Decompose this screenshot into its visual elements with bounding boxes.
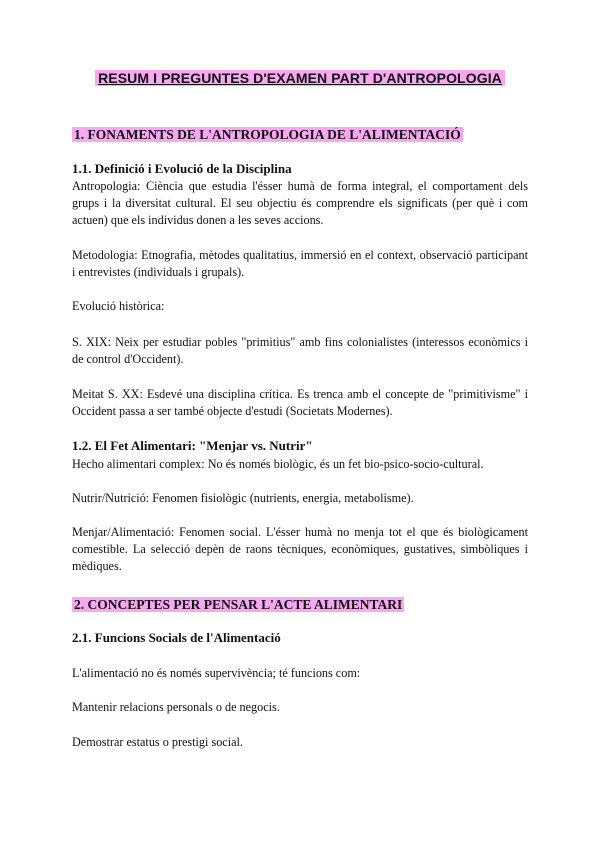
section-1-heading xyxy=(72,126,528,144)
paragraph-nutricio: Nutrir/Nutrició: Fenomen fisiològic (nutrients, energia, metabolisme). xyxy=(72,491,414,505)
paragraph-metodologia: Metodologia: Etnografia, mètodes qualitatius, immersió en el context, observació participant i entrevistes (individuals i grupals). xyxy=(72,248,528,279)
paragraph-meitat-s-xx: Meitat S. XX: Esdevé una disciplina crítica. Es trenca amb el concepte de "primitivisme" i Occident passa a ser també objecte d'estudi (Societats Modernes). xyxy=(72,387,528,418)
paragraph-evolucio: Evolució històrica: xyxy=(72,299,165,313)
paragraph-supervivencia: L'alimentació no és només supervivència; té funcions com: xyxy=(72,666,361,680)
paragraph-s-xix: S. XIX: Neix per estudiar pobles "primitius" amb fins colonialistes (interessos econòmics i de control d'Occident). xyxy=(72,335,528,366)
paragraph-relacions: Mantenir relacions personals o de negocis. xyxy=(72,700,280,714)
document-title xyxy=(0,70,600,88)
paragraph-alimentacio: Menjar/Alimentació: Fenomen social. L'ésser humà no menja tot el que és biològicament comestible. La selecció depèn de raons tècniques, econòmiques, gustatives, simbòliques i mèdiques. xyxy=(72,525,528,573)
subsection-1-2-heading: 1.2. El Fet Alimentari: "Menjar vs. Nutrir" xyxy=(72,438,313,453)
subsection-1-1-heading: 1.1. Definició i Evolució de la Disciplina xyxy=(72,161,292,176)
section-2-heading-text: 2. CONCEPTES PER PENSAR L'ACTE ALIMENTARI xyxy=(74,597,403,612)
section-1-heading-text: 1. FONAMENTS DE L'ANTROPOLOGIA DE L'ALIMENTACIÓ xyxy=(74,127,461,142)
paragraph-estatus: Demostrar estatus o prestigi social. xyxy=(72,735,243,749)
subsection-2-1-heading: 2.1. Funcions Socials de l'Alimentació xyxy=(72,630,281,645)
document-title-text: RESUM I PREGUNTES D'EXAMEN PART D'ANTROPOLOGIA xyxy=(95,70,505,86)
paragraph-hecho-alimentari: Hecho alimentari complex: No és només biològic, és un fet bio-psico-socio-cultural. xyxy=(72,457,484,471)
section-2-heading xyxy=(72,596,528,614)
paragraph-antropologia: Antropologia: Ciència que estudia l'ésser humà de forma integral, el comportament dels grups i la diversitat cultural. El seu objectiu és comprendre els significats (per què i com actuen) que els individus donen a les seves accions. xyxy=(72,179,528,227)
